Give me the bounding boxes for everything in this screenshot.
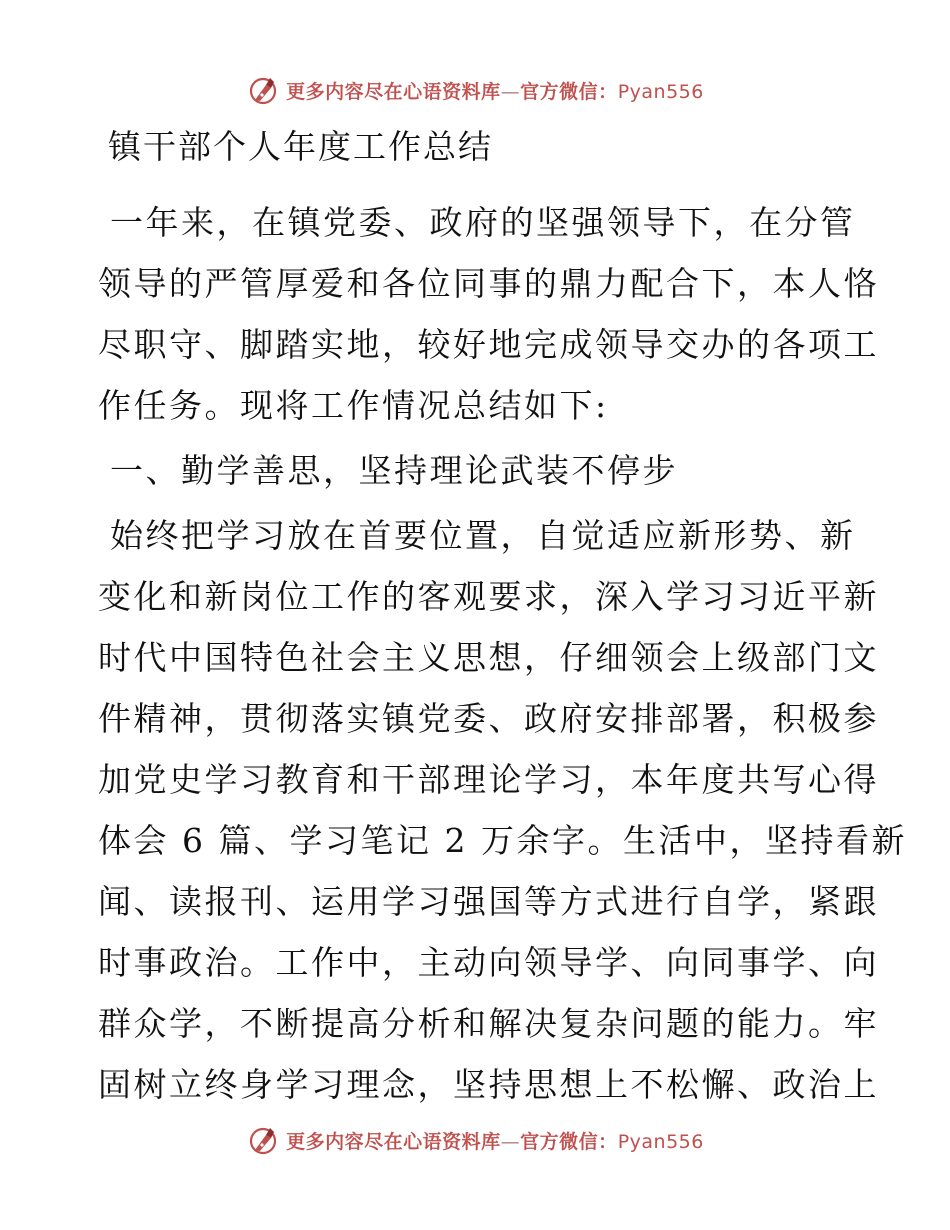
pen-nib-logo-icon bbox=[246, 1123, 280, 1157]
banner-wechat-id: Pyan556 bbox=[617, 80, 704, 103]
header-watermark-banner bbox=[0, 70, 950, 110]
text-line: 始终把学习放在首要位置，自觉适应新形势、新 bbox=[110, 516, 856, 555]
pen-nib-logo-icon bbox=[246, 73, 280, 107]
banner-main-text: 更多内容尽在心语资料库 bbox=[286, 80, 501, 103]
section-heading: 一、勤学善思，坚持理论武装不停步 bbox=[110, 451, 678, 490]
banner-main-text: 更多内容尽在心语资料库 bbox=[286, 1130, 501, 1153]
text-line: 领导的严管厚爱和各位同事的鼎力配合下，本人恪 bbox=[98, 264, 879, 303]
text-line: 时事政治。工作中，主动向领导学、向同事学、向 bbox=[98, 943, 879, 982]
text-line: 闻、读报刊、运用学习强国等方式进行自学，紧跟 bbox=[98, 882, 879, 921]
text-line: 固树立终身学习理念，坚持思想上不松懈、政治上 bbox=[98, 1065, 879, 1104]
text-line: 体会 6 篇、学习笔记 2 万余字。生活中，坚持看新 bbox=[98, 821, 907, 860]
banner-separator: — bbox=[500, 80, 521, 103]
footer-watermark-banner bbox=[0, 1120, 950, 1160]
text-line: 件精神，贯彻落实镇党委、政府安排部署，积极参 bbox=[98, 699, 879, 738]
section-paragraph bbox=[98, 505, 907, 1115]
banner-wechat-label: 官方微信： bbox=[520, 1130, 618, 1153]
text-line: 加党史学习教育和干部理论学习，本年度共写心得 bbox=[98, 760, 879, 799]
text-line: 群众学，不断提高分析和解决复杂问题的能力。牢 bbox=[98, 1004, 879, 1043]
banner-separator: — bbox=[500, 1130, 521, 1153]
text-line: 尽职守、脚踏实地，较好地完成领导交办的各项工 bbox=[98, 325, 879, 364]
text-line: 一年来，在镇党委、政府的坚强领导下，在分管 bbox=[110, 203, 856, 242]
document-body bbox=[98, 124, 907, 1115]
text-line: 时代中国特色社会主义思想，仔细领会上级部门文 bbox=[98, 638, 879, 677]
banner-text bbox=[286, 1127, 704, 1154]
intro-paragraph bbox=[98, 192, 879, 436]
text-line: 作任务。现将工作情况总结如下: bbox=[98, 386, 609, 425]
text-line: 变化和新岗位工作的客观要求，深入学习习近平新 bbox=[98, 577, 879, 616]
document-title: 镇干部个人年度工作总结 bbox=[108, 127, 493, 166]
banner-text bbox=[286, 77, 704, 104]
banner-wechat-id: Pyan556 bbox=[617, 1130, 704, 1153]
banner-wechat-label: 官方微信： bbox=[520, 80, 618, 103]
